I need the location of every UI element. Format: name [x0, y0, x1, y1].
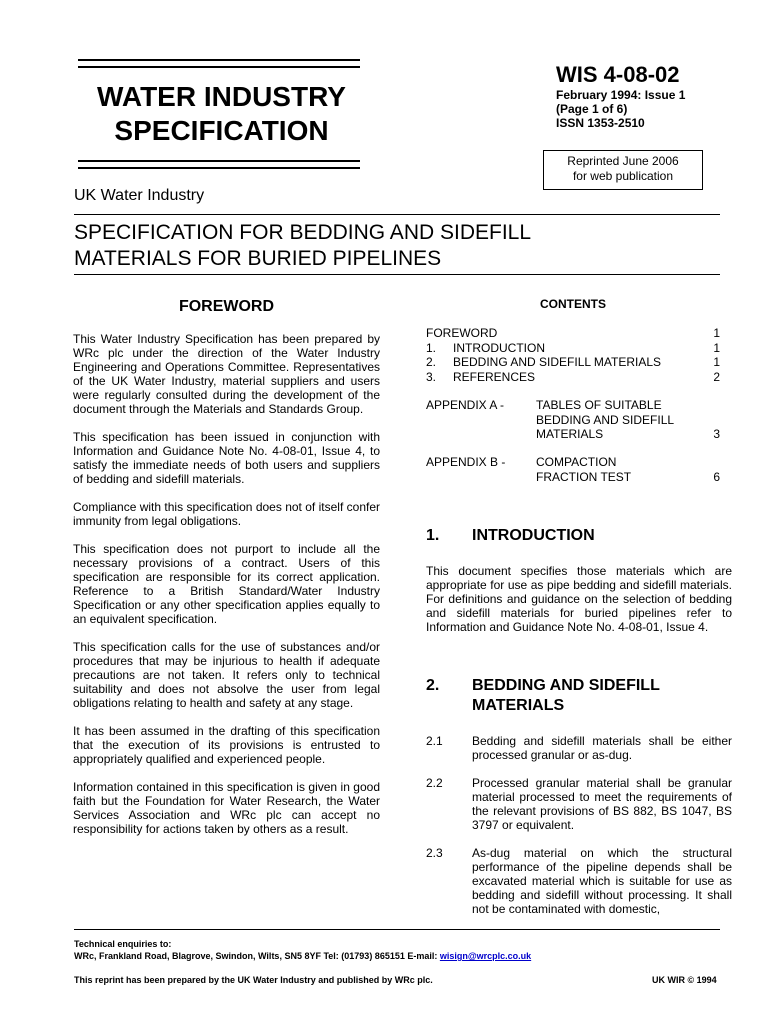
footer-address-text: WRc, Frankland Road, Blagrove, Swindon, Wilts, SN5 8YF Tel: (01793) 865151 E-mail:	[74, 951, 440, 961]
reprint-line1: Reprinted June 2006	[567, 154, 679, 168]
contents-appendix-b[interactable]	[426, 455, 720, 484]
foreword-paragraph: Information contained in this specification is given in good faith but the Foundation for Water Research, the Water Services Association and WRc plc can accept no responsibility for actions taken by others as a result.	[73, 780, 380, 836]
contents-page: 1	[713, 355, 720, 369]
clause-2-2	[426, 776, 732, 832]
wis-code: WIS 4-08-02	[556, 62, 680, 87]
section-2-title	[472, 676, 660, 716]
document-title-line2: MATERIALS FOR BURIED PIPELINES	[74, 247, 442, 270]
reprint-box	[543, 150, 703, 190]
contents-page: 1	[713, 326, 720, 340]
document-title-line1: SPECIFICATION FOR BEDDING AND SIDEFILL	[74, 221, 532, 244]
footer-rule	[74, 929, 720, 930]
section-1-text: This document specifies those materials which are appropriate for use as pipe bedding and sidefill materials. For definitions and guidance on the selection of bedding and sidefill materials for buried pipelines refer to Information and Guidance Note No. 4-08-01, Issue 4.	[426, 564, 732, 634]
foreword-paragraph: This specification does not purport to include all the necessary provisions of a contract. Users of this specification are responsible for its correct application. Reference to a British Standard/Water Industry Specification or any other specification applies equally to an equivalent specification.	[73, 542, 380, 626]
contents-list	[426, 326, 720, 384]
contents-page: 1	[713, 340, 720, 355]
foreword-paragraph: This Water Industry Specification has been prepared by WRc plc under the direction of the Water Industry Engineering and Operations Committee. Representatives of the UK Water Industry, material suppliers and users were regularly consulted during the development of the document through the Materials and Standards Group.	[73, 332, 380, 416]
appendix-b-line1: COMPACTION	[536, 455, 617, 469]
section-2-heading	[426, 676, 660, 716]
contents-label: REFERENCES	[453, 369, 536, 384]
footer-reprint-note: This reprint has been prepared by the UK Water Industry and published by WRc plc.	[74, 975, 433, 985]
clause-number: 2.1	[426, 734, 443, 748]
foreword-paragraph: It has been assumed in the drafting of this specification that the execution of its provisions is entrusted to appropriately qualified and experienced people.	[73, 724, 380, 766]
footer-address	[74, 950, 720, 962]
clause-number: 2.2	[426, 776, 443, 790]
doc-title-rule-top	[74, 214, 720, 215]
contents-appendix-a[interactable]	[426, 398, 720, 442]
appendix-b-key: APPENDIX B -	[426, 455, 506, 469]
contents-row[interactable]	[426, 370, 720, 385]
foreword-paragraph: Compliance with this specification does not of itself confer immunity from legal obligations.	[73, 500, 380, 528]
contents-page: 2	[713, 369, 720, 384]
spec-title-line2: SPECIFICATION	[114, 115, 329, 146]
section-1-heading	[426, 526, 595, 546]
contents-num: 2.	[426, 355, 437, 369]
appendix-a-line3: MATERIALS	[536, 427, 604, 441]
appendix-a-line1: TABLES OF SUITABLE	[536, 398, 662, 412]
clause-text: Bedding and sidefill materials shall be either processed granular or as-dug.	[472, 734, 732, 762]
reprint-line2: for web publication	[572, 169, 674, 183]
issn: ISSN 1353-2510	[556, 116, 645, 130]
section-1-number: 1.	[426, 527, 440, 544]
appendix-a-title	[536, 398, 700, 442]
foreword-body	[73, 332, 380, 850]
appendix-a-key: APPENDIX A -	[426, 398, 505, 412]
title-rule-bottom-1	[78, 160, 360, 162]
contents-heading: CONTENTS	[540, 297, 606, 311]
clause-number: 2.3	[426, 846, 443, 860]
appendix-a-page: 3	[713, 427, 720, 441]
footer-email-link[interactable]: wisign@wrcplc.co.uk	[439, 951, 532, 961]
foreword-paragraph: This specification calls for the use of substances and/or procedures that may be injurious to health if adequate precautions are not taken. It refers only to technical suitability and does not absolve the user from legal obligations relating to health and safety at any stage.	[73, 640, 380, 710]
foreword-paragraph: This specification has been issued in conjunction with Information and Guidance Note No. 4-08-01, Issue 4, to satisfy the immediate needs of both users and suppliers of bedding and sidefill materials.	[73, 430, 380, 486]
section-2-title-line2: MATERIALS	[472, 697, 565, 714]
page-count: (Page 1 of 6)	[556, 102, 628, 116]
footer-enquiries-label: Technical enquiries to:	[74, 939, 172, 949]
clause-text: As-dug material on which the structural performance of the pipeline depends shall be excavated material which is suitable for use as bedding and sidefill without processing. It shall not be contaminated with domestic,	[472, 846, 732, 916]
wis-meta	[556, 88, 685, 130]
contents-num: 3.	[426, 369, 437, 384]
spec-title	[74, 80, 369, 148]
contents-label: BEDDING AND SIDEFILL MATERIALS	[453, 355, 662, 369]
appendix-b-line2: FRACTION TEST	[536, 469, 632, 484]
foreword-heading: FOREWORD	[178, 298, 275, 315]
contents-row[interactable]	[426, 326, 720, 341]
appendix-b-title	[536, 455, 700, 484]
clause-2-1	[426, 734, 732, 762]
contents-label: INTRODUCTION	[453, 340, 545, 355]
section-2-title-line1: BEDDING AND SIDEFILL	[472, 677, 660, 694]
footer-copyright: UK WIR © 1994	[652, 975, 717, 985]
contents-label: FOREWORD	[426, 326, 498, 340]
organisation: UK Water Industry	[74, 187, 205, 204]
contents-row[interactable]	[426, 341, 720, 356]
contents-num: 1.	[426, 340, 437, 355]
appendix-b-page: 6	[713, 469, 720, 484]
clause-2-3	[426, 846, 732, 916]
title-rule-bottom-2	[78, 167, 360, 169]
section-1-title: INTRODUCTION	[472, 527, 595, 544]
section-2-number: 2.	[426, 677, 440, 694]
title-rule-top-2	[78, 66, 360, 68]
clause-text: Processed granular material shall be granular material processed to meet the requirements of the relevant provisions of BS 882, BS 1047, BS 3797 or equivalent.	[472, 776, 732, 832]
document-title	[74, 220, 724, 272]
title-rule-top-1	[78, 59, 360, 61]
doc-title-rule-bottom	[74, 274, 720, 275]
contents-row[interactable]	[426, 355, 720, 370]
issue-date: February 1994: Issue 1	[556, 88, 686, 102]
spec-title-line1: WATER INDUSTRY	[97, 81, 346, 112]
appendix-a-line2: BEDDING AND SIDEFILL	[536, 412, 675, 427]
